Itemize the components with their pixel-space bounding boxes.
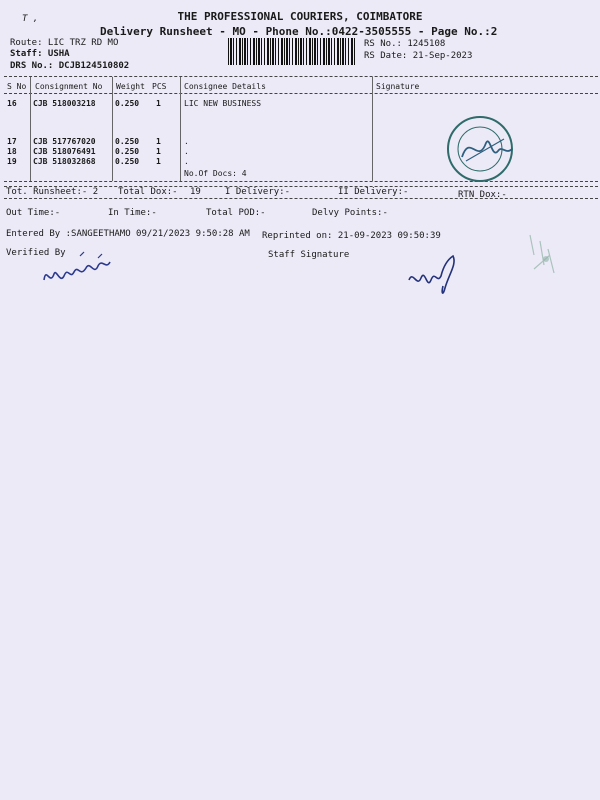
corner-mark: T , [22, 14, 39, 24]
row-consignment-no: CJB 518003218 [33, 99, 96, 108]
column-rule [30, 77, 31, 181]
column-rule [372, 77, 373, 181]
divider-top [4, 76, 598, 77]
divider-header [4, 93, 598, 94]
out-time: Out Time:- [6, 208, 61, 218]
row-pcs: 1 [156, 137, 161, 146]
row-consignment-no: CJB 518032868 [33, 157, 96, 166]
tot-runsheet: Tot. Runsheet:- 2 [6, 187, 99, 197]
runsheet-title: Delivery Runsheet - MO - Phone No.:0422-3505555 - Page No.:2 [100, 25, 498, 38]
verified-by: Verified By [6, 248, 66, 258]
column-header-signature: Signature [376, 82, 420, 91]
staff-signature-icon [405, 250, 465, 300]
row-pcs: 1 [156, 157, 161, 166]
staff-label: Staff: USHA [10, 49, 70, 59]
row-weight: 0.250 [115, 99, 140, 108]
verifier-signature-icon [40, 250, 120, 290]
row-consignee: . [184, 157, 189, 166]
rtn-dox: RTN Dox:- [458, 190, 507, 200]
staff-signature-label: Staff Signature [268, 250, 350, 260]
row-consignee: LIC NEW BUSINESS [184, 99, 262, 108]
total-dox-value: 19 [190, 187, 201, 197]
row-pcs: 1 [156, 99, 161, 108]
row-consignment-no: CJB 517767020 [33, 137, 96, 146]
column-rule [180, 77, 181, 181]
column-header-details: Consignee Details [184, 82, 266, 91]
in-time: In Time:- [108, 208, 157, 218]
column-rule [112, 77, 113, 181]
row-sno: 17 [7, 137, 17, 146]
column-header-pcs: PCS [152, 82, 167, 91]
no-of-docs: No.Of Docs: 4 [184, 169, 247, 178]
company-name: THE PROFESSIONAL COURIERS, COIMBATORE [177, 10, 423, 23]
row-weight: 0.250 [115, 157, 140, 166]
rs-date: RS Date: 21-Sep-2023 [364, 51, 473, 61]
column-header-consignment: Consignment No [35, 82, 103, 91]
row-consignee: . [184, 137, 189, 146]
row-consignee: . [184, 147, 189, 156]
ii-delivery: II Delivery:- [338, 187, 409, 197]
i-delivery: I Delivery:- [225, 187, 291, 197]
barcode-image [228, 38, 356, 65]
row-consignment-no: CJB 518076491 [33, 147, 96, 156]
drs-number: DRS No.: DCJB124510802 [10, 61, 130, 71]
row-sno: 16 [7, 99, 17, 108]
entered-by: Entered By :SANGEETHAMO 09/21/2023 9:50:28 AM [6, 229, 250, 239]
divider-totals [4, 198, 598, 199]
row-pcs: 1 [156, 147, 161, 156]
row-sno: 18 [7, 147, 17, 156]
reprinted-on: Reprinted on: 21-09-2023 09:50:39 [262, 231, 441, 241]
column-header-weight: Weight [116, 82, 145, 91]
delvy-points: Delvy Points:- [312, 208, 388, 218]
rs-number: RS No.: 1245108 [364, 39, 446, 49]
stamp-bleed-icon [520, 225, 570, 285]
row-weight: 0.250 [115, 137, 140, 146]
total-pod: Total POD:- [206, 208, 266, 218]
office-stamp-icon [440, 115, 530, 190]
total-dox-label: Total Dox:- [118, 187, 178, 197]
row-weight: 0.250 [115, 147, 140, 156]
column-header-sno: S No [7, 82, 27, 91]
route-label: Route: LIC TRZ RD MO [10, 38, 119, 48]
row-sno: 19 [7, 157, 17, 166]
